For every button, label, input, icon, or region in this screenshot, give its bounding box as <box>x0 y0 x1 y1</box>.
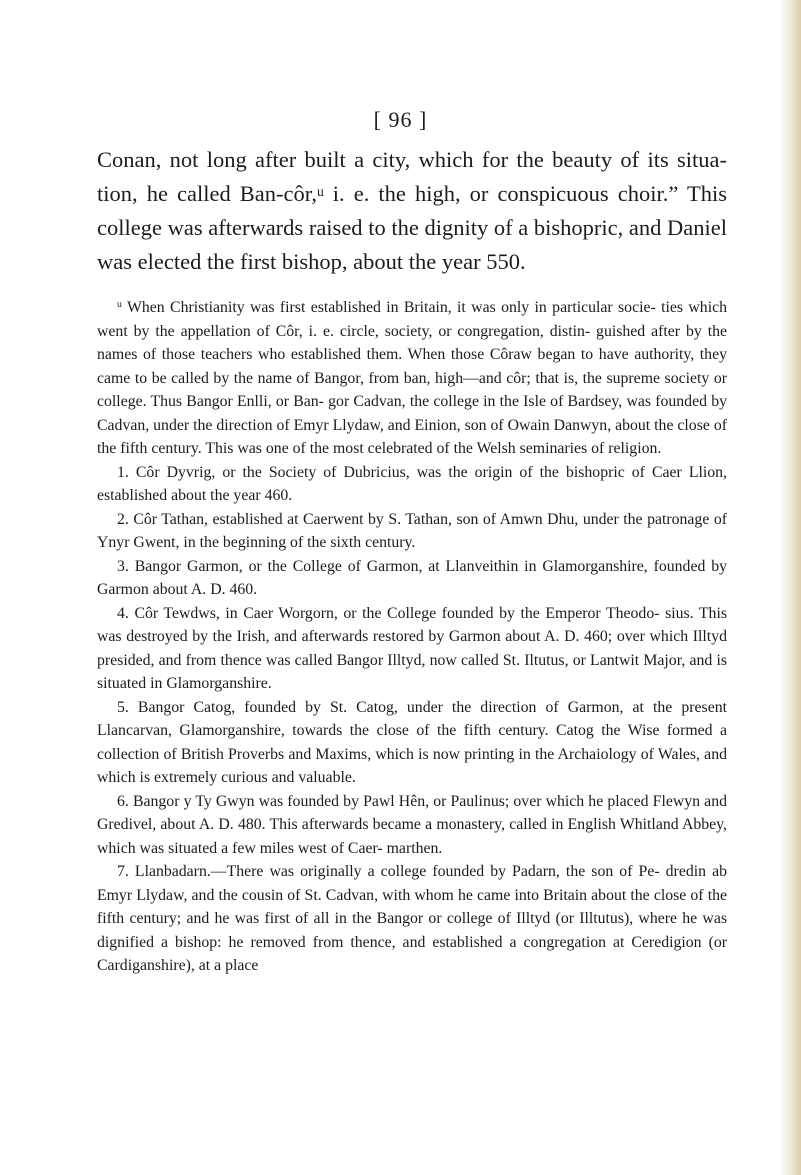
main-text-after-ref: i. e. the high, or conspicuous choir.” This college was afterwards raised to the dignity of a bishopric, and Daniel was elected the first bishop, about the year 550. <box>97 181 727 274</box>
footnote-intro <box>97 296 727 461</box>
footnote-item-1: 1. Côr Dyvrig, or the Society of Dubricius, was the origin of the bishopric of Caer Llion, established about the year 460. <box>97 463 727 504</box>
footnote-item-7: 7. Llanbadarn.—There was originally a college founded by Padarn, the son of Pe- dredin ab Emyr Llydaw, and the cousin of St. Cadvan, with whom he came into Britain about the close of the fifth century; and he was first of all in the Bangor or college of Illtyd (or Illtutus), where he was dignified a bishop: he removed from thence, and established a congregation at Ceredigion (or Cardiganshire), at a place <box>97 863 727 974</box>
main-paragraph <box>97 143 727 279</box>
footnote-mark: u <box>117 299 122 310</box>
page-edge-shadow <box>779 0 801 1175</box>
footnote-item-3: 3. Bangor Garmon, or the College of Garmon, at Llanveithin in Glamorganshire, founded by Garmon about A. D. 460. <box>97 557 727 598</box>
footnote-intro-text: When Christianity was first established in Britain, it was only in particular socie- ties which went by the appellation of Côr, i. e. circle, society, or congregation, distin- guished after by the names of those teachers who established them. When those Côraw began to have authority, they came to be called by the name of Bangor, from ban, high—and côr; that is, the supreme society or college. Thus Bangor Enlli, or Ban- gor Cadvan, the college in the Isle of Bardsey, was founded by Cadvan, under the direction of Emyr Llydaw, and Einion, son of Owain Danwyn, about the close of the fifth century. This was one of the most celebrated of the Welsh seminaries of religion. <box>97 299 727 457</box>
footnote-item-2: 2. Côr Tathan, established at Caerwent by S. Tathan, son of Amwn Dhu, under the patronage of Ynyr Gwent, in the beginning of the sixth century. <box>97 510 727 551</box>
footnote-reference-mark: u <box>316 184 324 199</box>
page-number: [ 96 ] <box>373 107 428 132</box>
footnote-item-6: 6. Bangor y Ty Gwyn was founded by Pawl Hên, or Paulinus; over which he placed Flewyn and Gredivel, about A. D. 480. This afterwards became a monastery, called in English Whitland Abbey, which was situated a few miles west of Caer- marthen. <box>97 792 727 857</box>
footnote-item-4: 4. Côr Tewdws, in Caer Worgorn, or the College founded by the Emperor Theodo- sius. This was destroyed by the Irish, and afterwards restored by Garmon about A. D. 460; over which Illtyd presided, and from thence was called Bangor Illtyd, now called St. Iltutus, or Lantwit Major, and is situated in Glamorganshire. <box>97 604 727 692</box>
main-text-before-ref: Conan, not long after built a city, which for the beauty of its situa- tion, he called Ban-côr, <box>97 147 727 206</box>
footnote <box>97 296 727 978</box>
footnote-item-5: 5. Bangor Catog, founded by St. Catog, under the direction of Garmon, at the present Llancarvan, Glamorganshire, towards the close of the fifth century. Catog the Wise formed a collection of British Proverbs and Maxims, which is now printing in the Archaiology of Wales, and which is extremely curious and valuable. <box>97 698 727 786</box>
